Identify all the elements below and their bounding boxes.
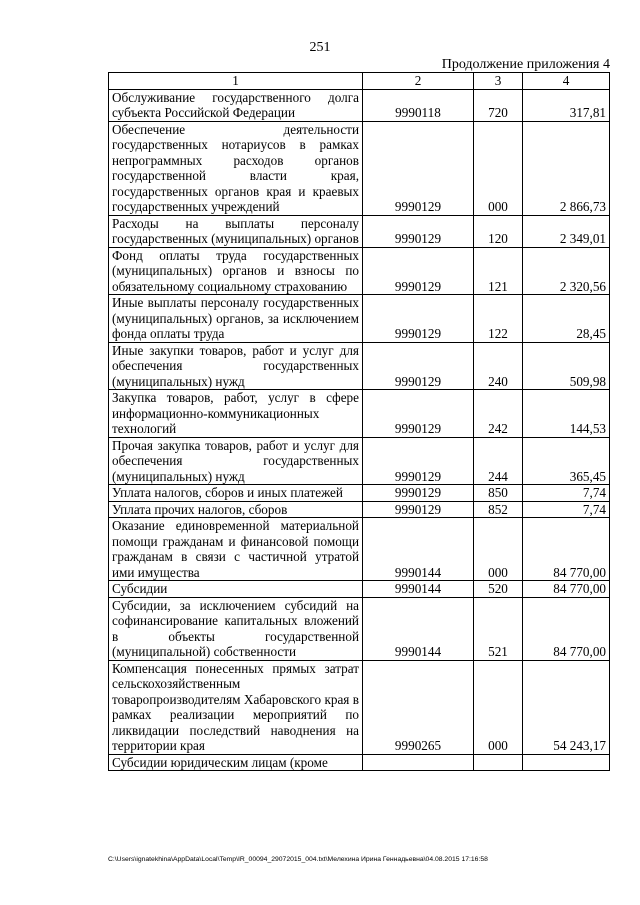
cell-code: 9990129 (363, 247, 474, 295)
cell-type: 000 (474, 121, 523, 215)
cell-code: 9990129 (363, 215, 474, 247)
column-header-name: 1 (109, 73, 363, 90)
column-header-sum: 4 (523, 73, 610, 90)
table-row (109, 121, 610, 215)
cell-type: 521 (474, 597, 523, 660)
cell-code: 9990129 (363, 437, 474, 485)
table-row (109, 660, 610, 754)
cell-sum: 2 866,73 (523, 121, 610, 215)
cell-type: 240 (474, 342, 523, 390)
table-row (109, 597, 610, 660)
cell-sum (523, 754, 610, 771)
cell-type: 850 (474, 485, 523, 502)
budget-table (108, 72, 610, 771)
cell-code: 9990144 (363, 597, 474, 660)
cell-sum: 84 770,00 (523, 581, 610, 598)
table-row (109, 342, 610, 390)
cell-type: 120 (474, 215, 523, 247)
cell-code: 9990129 (363, 342, 474, 390)
cell-code (363, 754, 474, 771)
table-row (109, 754, 610, 771)
cell-name: Обслуживание государственного долга субъекта Российской Федерации (109, 89, 363, 121)
table-row (109, 89, 610, 121)
cell-sum: 7,74 (523, 485, 610, 502)
continuation-label: Продолжение приложения 4 (441, 57, 610, 72)
cell-sum: 144,53 (523, 390, 610, 438)
table-row (109, 581, 610, 598)
cell-sum: 84 770,00 (523, 597, 610, 660)
cell-code: 9990144 (363, 581, 474, 598)
cell-sum: 317,81 (523, 89, 610, 121)
cell-name: Оказание единовременной материальной помощи гражданам и финансовой помощи гражданам в связи с частичной утратой ими имущества (109, 518, 363, 581)
cell-sum: 2 349,01 (523, 215, 610, 247)
cell-name: Уплата прочих налогов, сборов (109, 501, 363, 518)
cell-code: 9990129 (363, 295, 474, 343)
cell-type: 121 (474, 247, 523, 295)
cell-name: Иные выплаты персоналу государственных (муниципальных) органов, за исключением фонда оплаты труда (109, 295, 363, 343)
cell-type: 244 (474, 437, 523, 485)
cell-name: Субсидии, за исключением субсидий на софинансирование капитальных вложений в объекты государственной (муниципальной) собственности (109, 597, 363, 660)
cell-name: Закупка товаров, работ, услуг в сфере информационно-коммуникационных технологий (109, 390, 363, 438)
cell-name: Иные закупки товаров, работ и услуг для обеспечения государственных (муниципальных) нужд (109, 342, 363, 390)
cell-code: 9990129 (363, 501, 474, 518)
cell-type (474, 754, 523, 771)
table-header-row (109, 73, 610, 90)
page-number: 251 (309, 40, 331, 55)
cell-type: 720 (474, 89, 523, 121)
cell-sum: 365,45 (523, 437, 610, 485)
cell-name: Компенсация понесенных прямых затрат сельскохозяйственным товаропроизводителям Хабаровского края в рамках реализации мероприятий по ликвидации последствий наводнения на территории края (109, 660, 363, 754)
cell-type: 852 (474, 501, 523, 518)
cell-name: Обеспечение деятельности государственных нотариусов в рамках непрограммных расходов органов государственной власти края, государственных органов края и краевых государственных учреждений (109, 121, 363, 215)
file-path-footer: C:\Users\ignatekhina\AppData\Local\Temp\IR_00094_29072015_004.txt\Мелехина Ирина Геннадьевна\04.08.2015 17:16:58 (108, 856, 488, 863)
cell-code: 9990129 (363, 121, 474, 215)
cell-code: 9990265 (363, 660, 474, 754)
cell-name: Расходы на выплаты персоналу государственных (муниципальных) органов (109, 215, 363, 247)
table-row (109, 485, 610, 502)
cell-name: Прочая закупка товаров, работ и услуг для обеспечения государственных (муниципальных) нужд (109, 437, 363, 485)
cell-sum: 54 243,17 (523, 660, 610, 754)
cell-code: 9990129 (363, 485, 474, 502)
cell-type: 000 (474, 518, 523, 581)
cell-sum: 509,98 (523, 342, 610, 390)
table-row (109, 518, 610, 581)
cell-code: 9990118 (363, 89, 474, 121)
cell-code: 9990129 (363, 390, 474, 438)
table-row (109, 247, 610, 295)
table-row (109, 390, 610, 438)
cell-name: Уплата налогов, сборов и иных платежей (109, 485, 363, 502)
cell-name: Субсидии (109, 581, 363, 598)
cell-code: 9990144 (363, 518, 474, 581)
cell-name: Фонд оплаты труда государственных (муниципальных) органов и взносы по обязательному социальному страхованию (109, 247, 363, 295)
cell-type: 000 (474, 660, 523, 754)
table-row (109, 437, 610, 485)
table-row (109, 295, 610, 343)
cell-sum: 7,74 (523, 501, 610, 518)
cell-sum: 28,45 (523, 295, 610, 343)
column-header-code: 2 (363, 73, 474, 90)
column-header-type: 3 (474, 73, 523, 90)
cell-type: 122 (474, 295, 523, 343)
table-row (109, 215, 610, 247)
cell-name: Субсидии юридическим лицам (кроме (109, 754, 363, 771)
cell-sum: 84 770,00 (523, 518, 610, 581)
table-row (109, 501, 610, 518)
cell-type: 242 (474, 390, 523, 438)
cell-sum: 2 320,56 (523, 247, 610, 295)
cell-type: 520 (474, 581, 523, 598)
